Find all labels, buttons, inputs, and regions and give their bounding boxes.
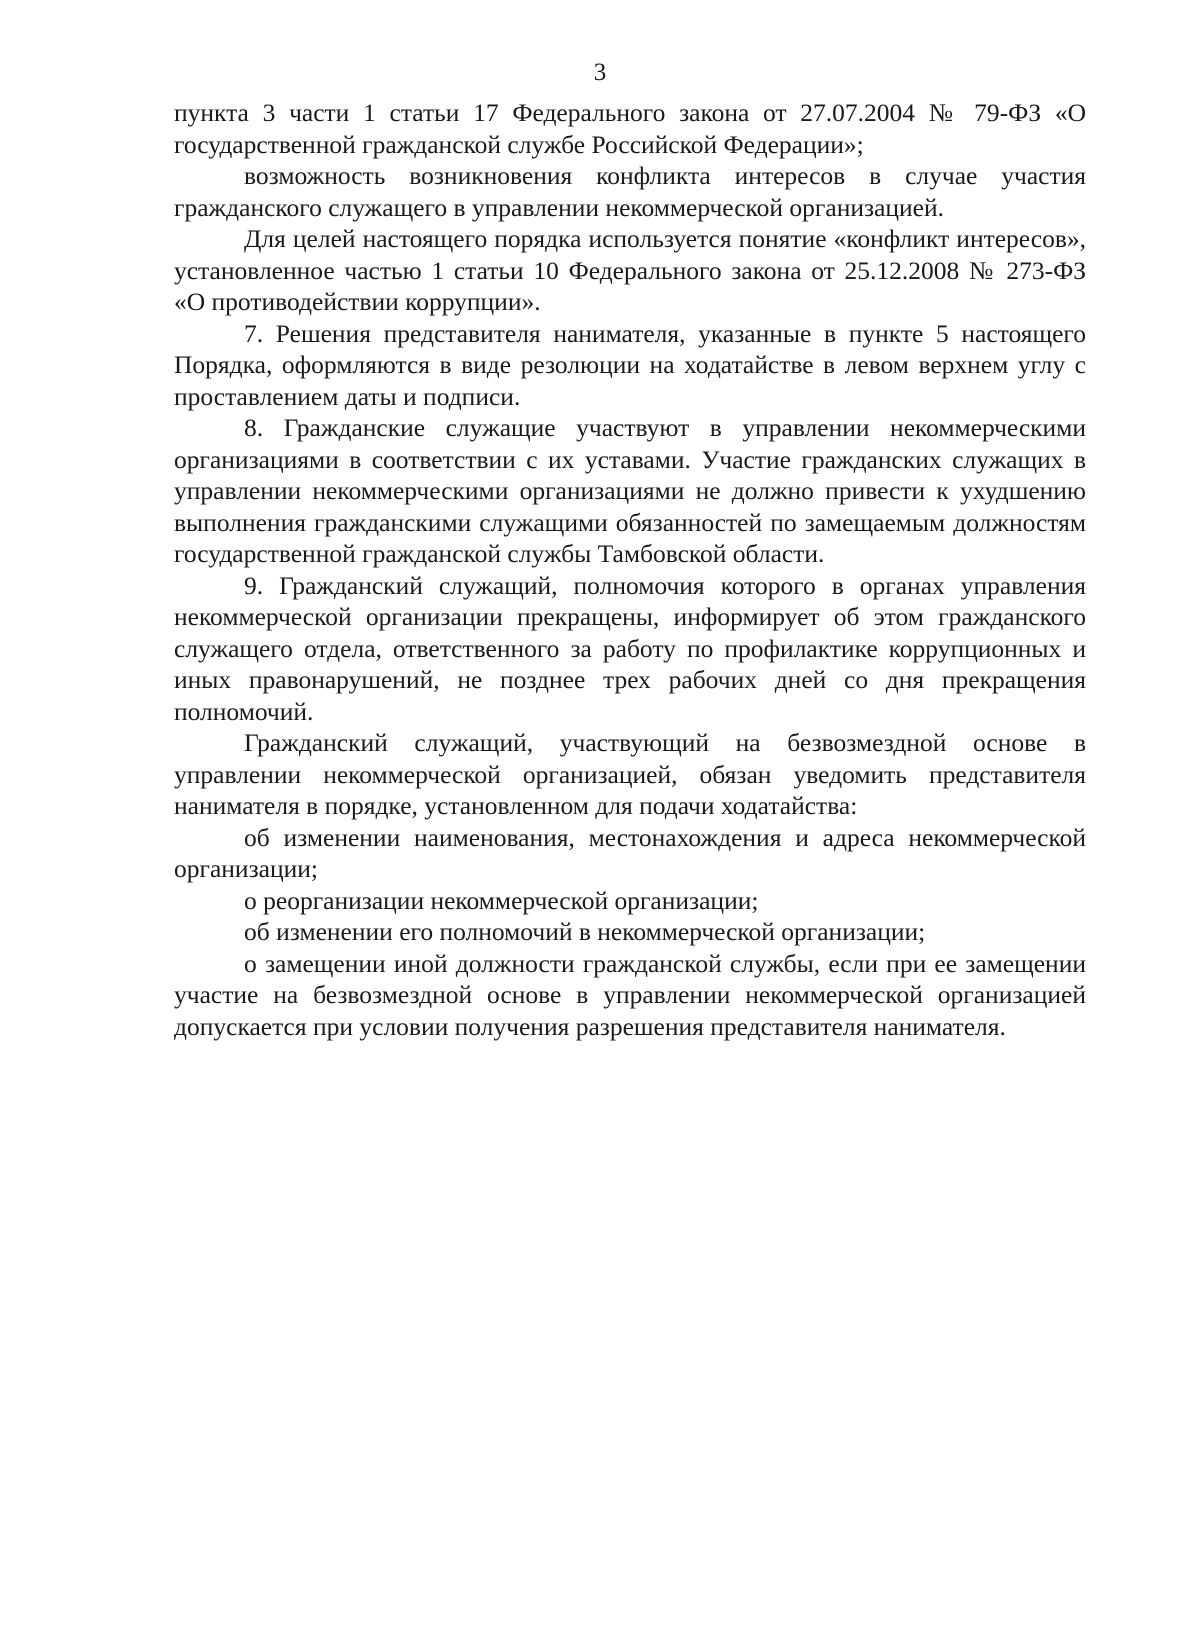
paragraph-list-item-3: об изменении его полномочий в некоммерческой организации; [244,917,926,946]
paragraph-list-item-2: о реорганизации некоммерческой организации; [244,885,759,915]
paragraph-item-8: 8. Гражданские служащие участвуют в управлении некоммерческими организациями в соответствии с их уставами. Участие гражданских служащих в управлении некоммерческими организациями не должно привести к ухудшению выполнения гражданскими служащими обязанностей по замещаемым должностям государственной гражданской службы Тамбовской области. [174,413,1086,568]
paragraph-list-item-4: о замещении иной должности гражданской службы, если при ее замещении участие на безвозмездной основе в управлении некоммерческой организацией допускается при условии получения разрешения представителя нанимателя. [174,948,1086,1041]
document-body [174,97,1086,1042]
paragraph-item-9: 9. Гражданский служащий, полномочия которого в органах управления некоммерческой организации прекращены, информирует об этом гражданского служащего отдела, ответственного за работу по профилактике коррупционных и иных правонарушений, не позднее трех рабочих дней со дня прекращения полномочий. [174,570,1086,726]
paragraph-list-item-1: об изменении наименования, местонахождения и адреса некоммерческой организации; [174,822,1086,883]
paragraph-2: возможность возникновения конфликта интересов в случае участия гражданского служащего в управлении некоммерческой организацией. [174,161,1086,222]
paragraph-item-7: 7. Решения представителя нанимателя, указанные в пункте 5 настоящего Порядка, оформляются в виде резолюции на ходатайстве в левом верхнем углу с проставлением даты и подписи. [174,318,1086,411]
page-number: 3 [593,59,607,86]
paragraph-notification-duty: Гражданский служащий, участвующий на безвозмездной основе в управлении некоммерческой организацией, обязан уведомить представителя нанимателя в порядке, установленном для подачи ходатайства: [174,728,1086,820]
paragraph-3: Для целей настоящего порядка используется понятие «конфликт интересов», установленное частью 1 статьи 10 Федерального закона от 25.12.2008 № 273-ФЗ «О противодействии коррупции». [174,224,1086,316]
paragraph-1: пункта 3 части 1 статьи 17 Федерального закона от 27.07.2004 № 79-ФЗ «О государственной гражданской службе Российской Федерации»; [174,98,1086,159]
